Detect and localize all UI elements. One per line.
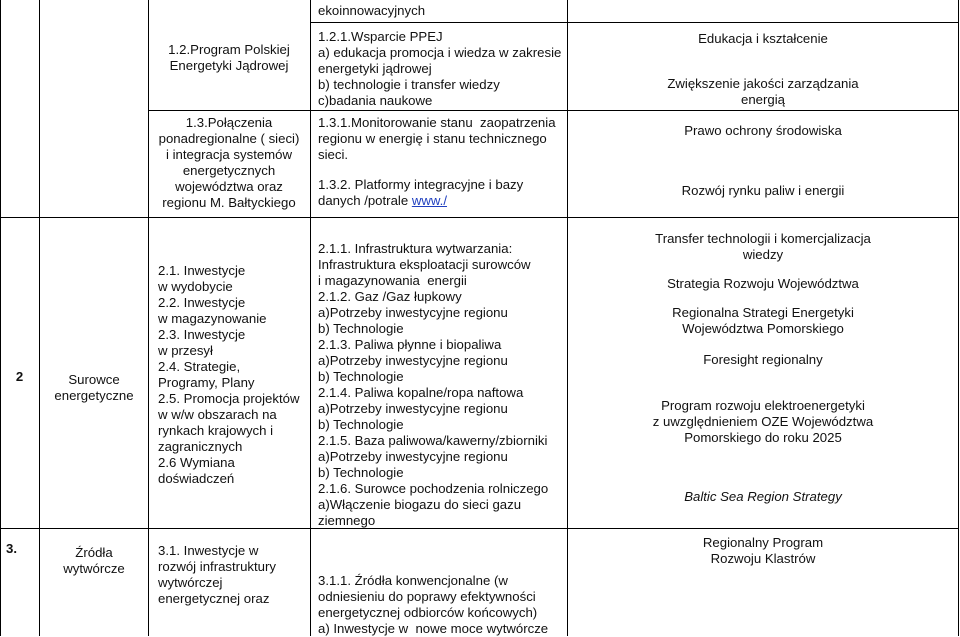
grid-line-v4 <box>310 0 311 636</box>
grid-line-h2 <box>148 110 959 111</box>
top-continuation-text: ekoinnowacyjnych <box>318 3 426 18</box>
conventional-sources-text: 3.1.1. Źródła konwencjonalne (w odniesieniu do poprawy efektywności energetycznej odbiorców końcowych) a) Inwestycje w nowe moce wytwórcze <box>318 573 549 636</box>
baltic-strategy-text: Baltic Sea Region Strategy <box>684 489 842 504</box>
generation-sources-label: Źródła wytwórcze <box>63 545 125 576</box>
energy-management-text: Zwiększenie jakości zarządzania energią <box>667 76 859 107</box>
infrastructure-list: 2.1.1. Infrastruktura wytwarzania: Infrastruktura eksploatacji surowców i magazynowania energii 2.1.2. Gaz /Gaz łupkowy a)Potrzeby inwestycyjne regionu b) Technologie 2.1.3. Paliwa płynne i biopaliwa a)Potrzeby inwestycyjne regionu b) Technologie 2.1.4. Paliwa kopalne/ropa naftowa a)Potrzeby inwestycyjne regionu b) Technologie 2.1.5. Baza paliwowa/kawerny/zbiorniki a)Potrzeby inwestycyjne regionu b) Technologie 2.1.6. Surowce pochodzenia rolniczego a)Włączenie biogazu do sieci gazu ziemnego <box>318 241 549 528</box>
fuel-market-text: Rozwój rynku paliw i energii <box>681 183 845 198</box>
generation-investments-text: 3.1. Inwestycje w rozwój infrastruktury wytwórczej energetycznej oraz <box>158 543 276 606</box>
grid-line-v1 <box>0 0 1 636</box>
ppej-support-text: 1.2.1.Wsparcie PPEJ a) edukacja promocja i wiedza w zakresie energetyki jądrowej b) technologie i transfer wiedzy c)badania naukowe <box>318 29 562 108</box>
clusters-program-text: Regionalny Program Rozwoju Klastrów <box>702 535 824 566</box>
program-polish-nuclear-label: 1.2.Program Polskiej Energetyki Jądrowej <box>168 42 290 73</box>
row-number-3: 3. <box>6 541 17 556</box>
regional-energy-strategy-text: Regionalna Strategi Energetyki Województwa Pomorskiego <box>672 305 854 336</box>
grid-line-h3 <box>0 217 959 218</box>
grid-line-v6 <box>958 0 959 636</box>
grid-line-h1 <box>310 22 959 23</box>
environment-law-text: Prawo ochrony środowiska <box>684 123 842 138</box>
foresight-text: Foresight regionalny <box>703 352 823 367</box>
supraregional-connections-label: 1.3.Połączenia ponadregionalne ( sieci) i integracja systemów energetycznych województwa oraz regionu M. Bałtyckiego <box>158 115 300 210</box>
grid-line-v5 <box>567 0 568 636</box>
grid-line-v3 <box>148 0 149 636</box>
development-strategy-text: Strategia Rozwoju Województwa <box>667 276 859 291</box>
electroenergy-program-text: Program rozwoju elektroenergetyki z uwzględnieniem OZE Województwa Pomorskiego do roku 2025 <box>652 398 874 445</box>
row-number-2: 2 <box>15 369 24 384</box>
www-link[interactable]: www./ <box>411 193 448 208</box>
raw-materials-label: Surowce energetyczne <box>54 372 134 403</box>
education-training-text: Edukacja i kształcenie <box>698 31 828 46</box>
investments-list: 2.1. Inwestycje w wydobycie 2.2. Inwestycje w magazynowanie 2.3. Inwestycje w przesył 2.4. Strategie, Programy, Plany 2.5. Promocja projektów w w/w obszarach na rynkach krajowych i zagranicznych 2.6 Wymiana doświadczeń <box>158 263 300 486</box>
grid-line-v2 <box>39 0 40 636</box>
monitoring-text: 1.3.1.Monitorowanie stanu zaopatrzenia regionu w energię i stanu technicznego sieci. <box>318 115 556 162</box>
technology-transfer-text: Transfer technologii i komercjalizacja wiedzy <box>655 231 871 262</box>
integration-platforms-body: 1.3.2. Platformy integracyjne i bazy danych /potrale <box>318 177 524 208</box>
integration-platforms-text <box>318 177 523 209</box>
